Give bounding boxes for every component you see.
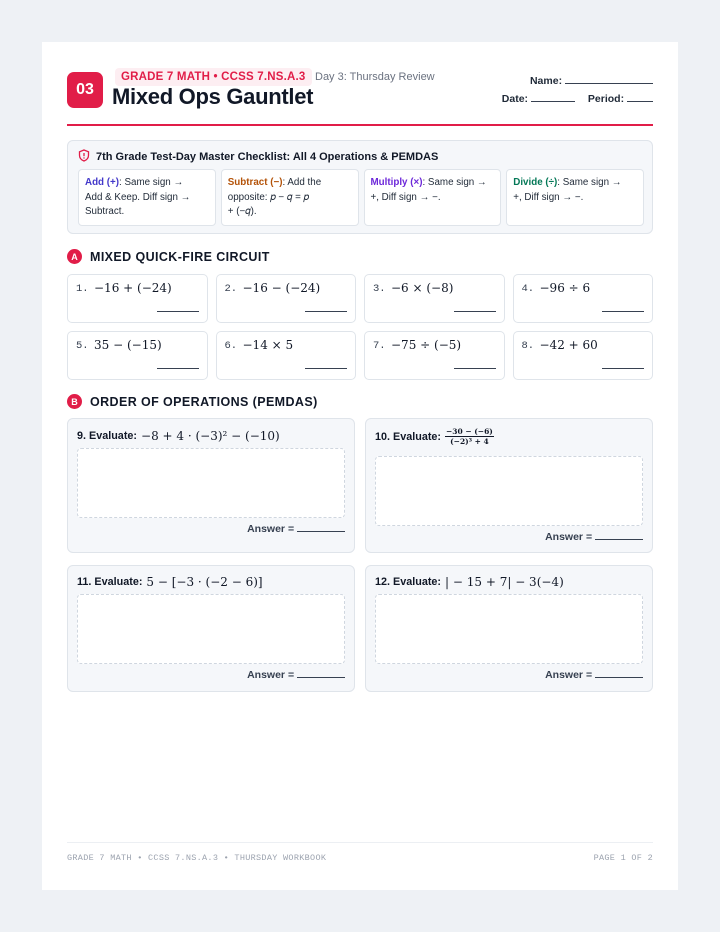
- answer-label: Answer =: [247, 523, 295, 535]
- problem-label: 9. Evaluate:: [77, 430, 138, 442]
- tip-text-1: : Same sign →: [557, 177, 622, 188]
- page-number: PAGE 1 OF 2: [593, 853, 653, 863]
- problem-expression: −16 + (−24): [94, 281, 172, 295]
- section-a-heading: [67, 249, 270, 264]
- tip-divide: [506, 169, 644, 226]
- header-divider: [67, 124, 653, 126]
- answer-line[interactable]: [297, 523, 345, 532]
- tip-add: [78, 169, 216, 226]
- tip-subtract: [221, 169, 359, 226]
- tip-text-1: : Add the: [282, 177, 322, 188]
- answer-line[interactable]: [454, 311, 496, 312]
- section-title: MIXED QUICK-FIRE CIRCUIT: [90, 249, 270, 264]
- problem-expression: 5 − [−3 · (−2 − 6)]: [146, 575, 263, 589]
- answer-line[interactable]: [602, 311, 644, 312]
- problem-label: 11. Evaluate:: [77, 576, 143, 588]
- name-field[interactable]: [530, 74, 653, 87]
- problem-card: [364, 331, 505, 380]
- tip-text-1: : Same sign →: [422, 177, 487, 188]
- period-label: Period:: [587, 93, 625, 105]
- problem-number: 1.: [76, 283, 89, 295]
- section-letter-badge: A: [67, 249, 82, 264]
- answer-line[interactable]: [602, 368, 644, 369]
- tip-label: Multiply (×): [370, 177, 423, 188]
- name-line[interactable]: [565, 74, 653, 84]
- problem-number: 6.: [224, 340, 238, 352]
- checklist-header: [78, 149, 438, 165]
- date-label: Date:: [501, 93, 529, 105]
- answer-field[interactable]: [545, 531, 643, 543]
- problem-label-row: [77, 575, 263, 589]
- answer-field[interactable]: [247, 523, 345, 535]
- quick-fire-grid: [67, 274, 653, 380]
- problem-number: 8.: [521, 340, 535, 352]
- answer-line[interactable]: [305, 368, 347, 369]
- tip-label: Subtract (−): [227, 177, 283, 188]
- shield-alert-icon: [78, 149, 90, 165]
- problem-expression: −14 × 5: [242, 338, 294, 352]
- fraction-denominator: (−2)³ + 4: [450, 437, 489, 446]
- problem-expression: −16 − (−24): [242, 281, 321, 295]
- answer-field[interactable]: [545, 669, 643, 681]
- problem-expression: −42 + 60: [539, 338, 598, 352]
- problem-number: 5.: [76, 340, 89, 352]
- work-area[interactable]: [375, 594, 643, 664]
- worksheet-page: [42, 42, 678, 890]
- fraction-numerator: −30 − (−6): [446, 427, 493, 436]
- answer-line[interactable]: [305, 311, 347, 312]
- name-label: Name:: [529, 75, 563, 87]
- problem-card: [67, 274, 208, 323]
- problem-label: 10. Evaluate:: [375, 430, 442, 443]
- problem-number: 7.: [373, 340, 386, 352]
- pemdas-card: [365, 565, 653, 692]
- problem-card: [513, 274, 654, 323]
- answer-label: Answer =: [247, 669, 295, 681]
- fraction-expression: [445, 427, 494, 446]
- problem-number: 3.: [373, 283, 386, 295]
- answer-line[interactable]: [595, 669, 643, 678]
- problem-expression: −6 × (−8): [391, 281, 454, 295]
- tip-text-2: +, Diff sign → −.: [370, 191, 441, 203]
- problem-expression: −96 ÷ 6: [539, 281, 591, 295]
- answer-field[interactable]: [247, 669, 345, 681]
- answer-line[interactable]: [297, 669, 345, 678]
- answer-line[interactable]: [157, 311, 199, 312]
- problem-label-row: [375, 575, 564, 589]
- day-subtitle: Day 3: Thursday Review: [315, 71, 435, 83]
- answer-line[interactable]: [157, 368, 199, 369]
- work-area[interactable]: [375, 456, 643, 526]
- section-letter-badge: B: [67, 394, 82, 409]
- problem-expression: | − 15 + 7| − 3(−4): [445, 575, 564, 589]
- tip-text-2: Add & Keep. Diff sign →: [85, 191, 191, 203]
- problem-label-row: [375, 427, 494, 446]
- pemdas-card: [365, 418, 653, 553]
- problem-expression: −75 ÷ (−5): [391, 338, 462, 352]
- work-area[interactable]: [77, 448, 345, 518]
- tip-text-2: +, Diff sign → −.: [513, 191, 584, 203]
- checklist-title: 7th Grade Test-Day Master Checklist: All 4 Operations & PEMDAS: [96, 151, 439, 163]
- work-area[interactable]: [77, 594, 345, 664]
- problem-number: 2.: [224, 283, 238, 295]
- problem-card: [513, 331, 654, 380]
- problem-card: [216, 274, 357, 323]
- answer-label: Answer =: [545, 669, 593, 681]
- answer-line[interactable]: [595, 531, 643, 540]
- date-line[interactable]: [531, 92, 575, 102]
- date-period-fields: [502, 92, 653, 105]
- problem-card: [364, 274, 505, 323]
- answer-label: Answer =: [545, 531, 593, 543]
- tip-multiply: [364, 169, 502, 226]
- section-title: ORDER OF OPERATIONS (PEMDAS): [90, 394, 318, 409]
- page-title: Mixed Ops Gauntlet: [112, 84, 314, 109]
- pemdas-card: [67, 418, 355, 553]
- problem-label-row: [77, 429, 280, 443]
- tip-text-1: : Same sign →: [119, 177, 184, 188]
- problem-expression: −8 + 4 · (−3)² − (−10): [141, 429, 280, 443]
- tip-text-3: + (−𝑞).: [227, 206, 257, 217]
- answer-line[interactable]: [454, 368, 496, 369]
- section-b-heading: [67, 394, 318, 409]
- footer-left-text: GRADE 7 MATH • CCSS 7.NS.A.3 • THURSDAY WORKBOOK: [67, 853, 327, 863]
- course-tag: GRADE 7 MATH • CCSS 7.NS.A.3: [115, 68, 312, 86]
- period-line[interactable]: [627, 92, 653, 102]
- footer-divider: [67, 842, 653, 843]
- tip-text-2: opposite: 𝑝 − 𝑞 = 𝑝: [227, 191, 309, 203]
- tips-row: [78, 169, 644, 226]
- problem-label: 12. Evaluate:: [375, 576, 442, 588]
- tip-text-3: Subtract.: [85, 206, 125, 217]
- day-number-badge: 03: [67, 72, 103, 108]
- problem-expression: 35 − (−15): [94, 338, 162, 352]
- problem-card: [216, 331, 357, 380]
- tip-label: Divide (÷): [513, 177, 558, 188]
- problem-card: [67, 331, 208, 380]
- tip-label: Add (+): [85, 177, 120, 188]
- problem-number: 4.: [521, 283, 535, 295]
- checklist-box: [67, 140, 653, 234]
- pemdas-card: [67, 565, 355, 692]
